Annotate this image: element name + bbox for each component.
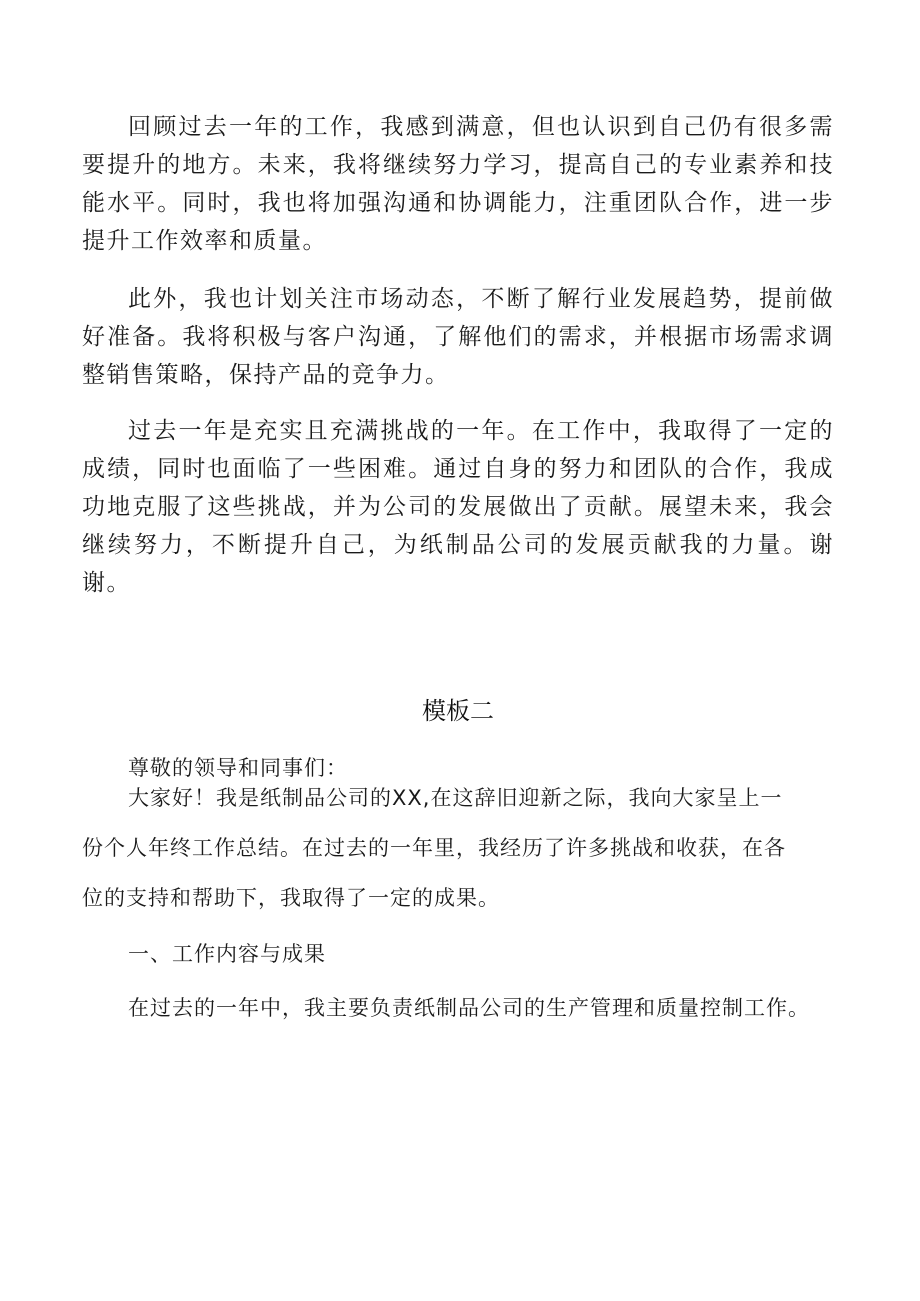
paragraph-intro	[82, 783, 834, 913]
intro-line: 份个人年终工作总结。在过去的一年里，我经历了许多挑战和收获，在各	[82, 836, 786, 860]
greeting: 尊敬的领导和同事们：	[128, 756, 348, 780]
intro-line: 大家好！我是纸制品公司的XX,在这辞旧迎新之际，我向大家呈上一	[128, 786, 783, 810]
paragraph-summary: 过去一年是充实且充满挑战的一年。在工作中，我取得了一定的成绩，同时也面临了一些困难。通过自身的努力和团队的合作，我成功地克服了这些挑战，并为公司的发展做出了贡献。展望未来，我会继续努力，不断提升自己，为纸制品公司的发展贡献我的力量。谢谢。	[82, 418, 834, 596]
paragraph-responsibility: 在过去的一年中，我主要负责纸制品公司的生产管理和质量控制工作。	[128, 996, 810, 1020]
paragraph-review: 回顾过去一年的工作，我感到满意，但也认识到自己仍有很多需要提升的地方。未来，我将继续努力学习，提高自己的专业素养和技能水平。同时，我也将加强沟通和协调能力，注重团队合作，进一步提升工作效率和质量。	[82, 114, 834, 254]
section-title: 模板二	[422, 698, 494, 725]
document-body	[82, 108, 834, 1023]
intro-line: 位的支持和帮助下，我取得了一定的成果。	[82, 886, 500, 910]
paragraph-market: 此外，我也计划关注市场动态，不断了解行业发展趋势，提前做好准备。我将积极与客户沟通，了解他们的需求，并根据市场需求调整销售策略，保持产品的竞争力。	[82, 286, 834, 388]
heading-work-content: 一、工作内容与成果	[128, 942, 326, 966]
